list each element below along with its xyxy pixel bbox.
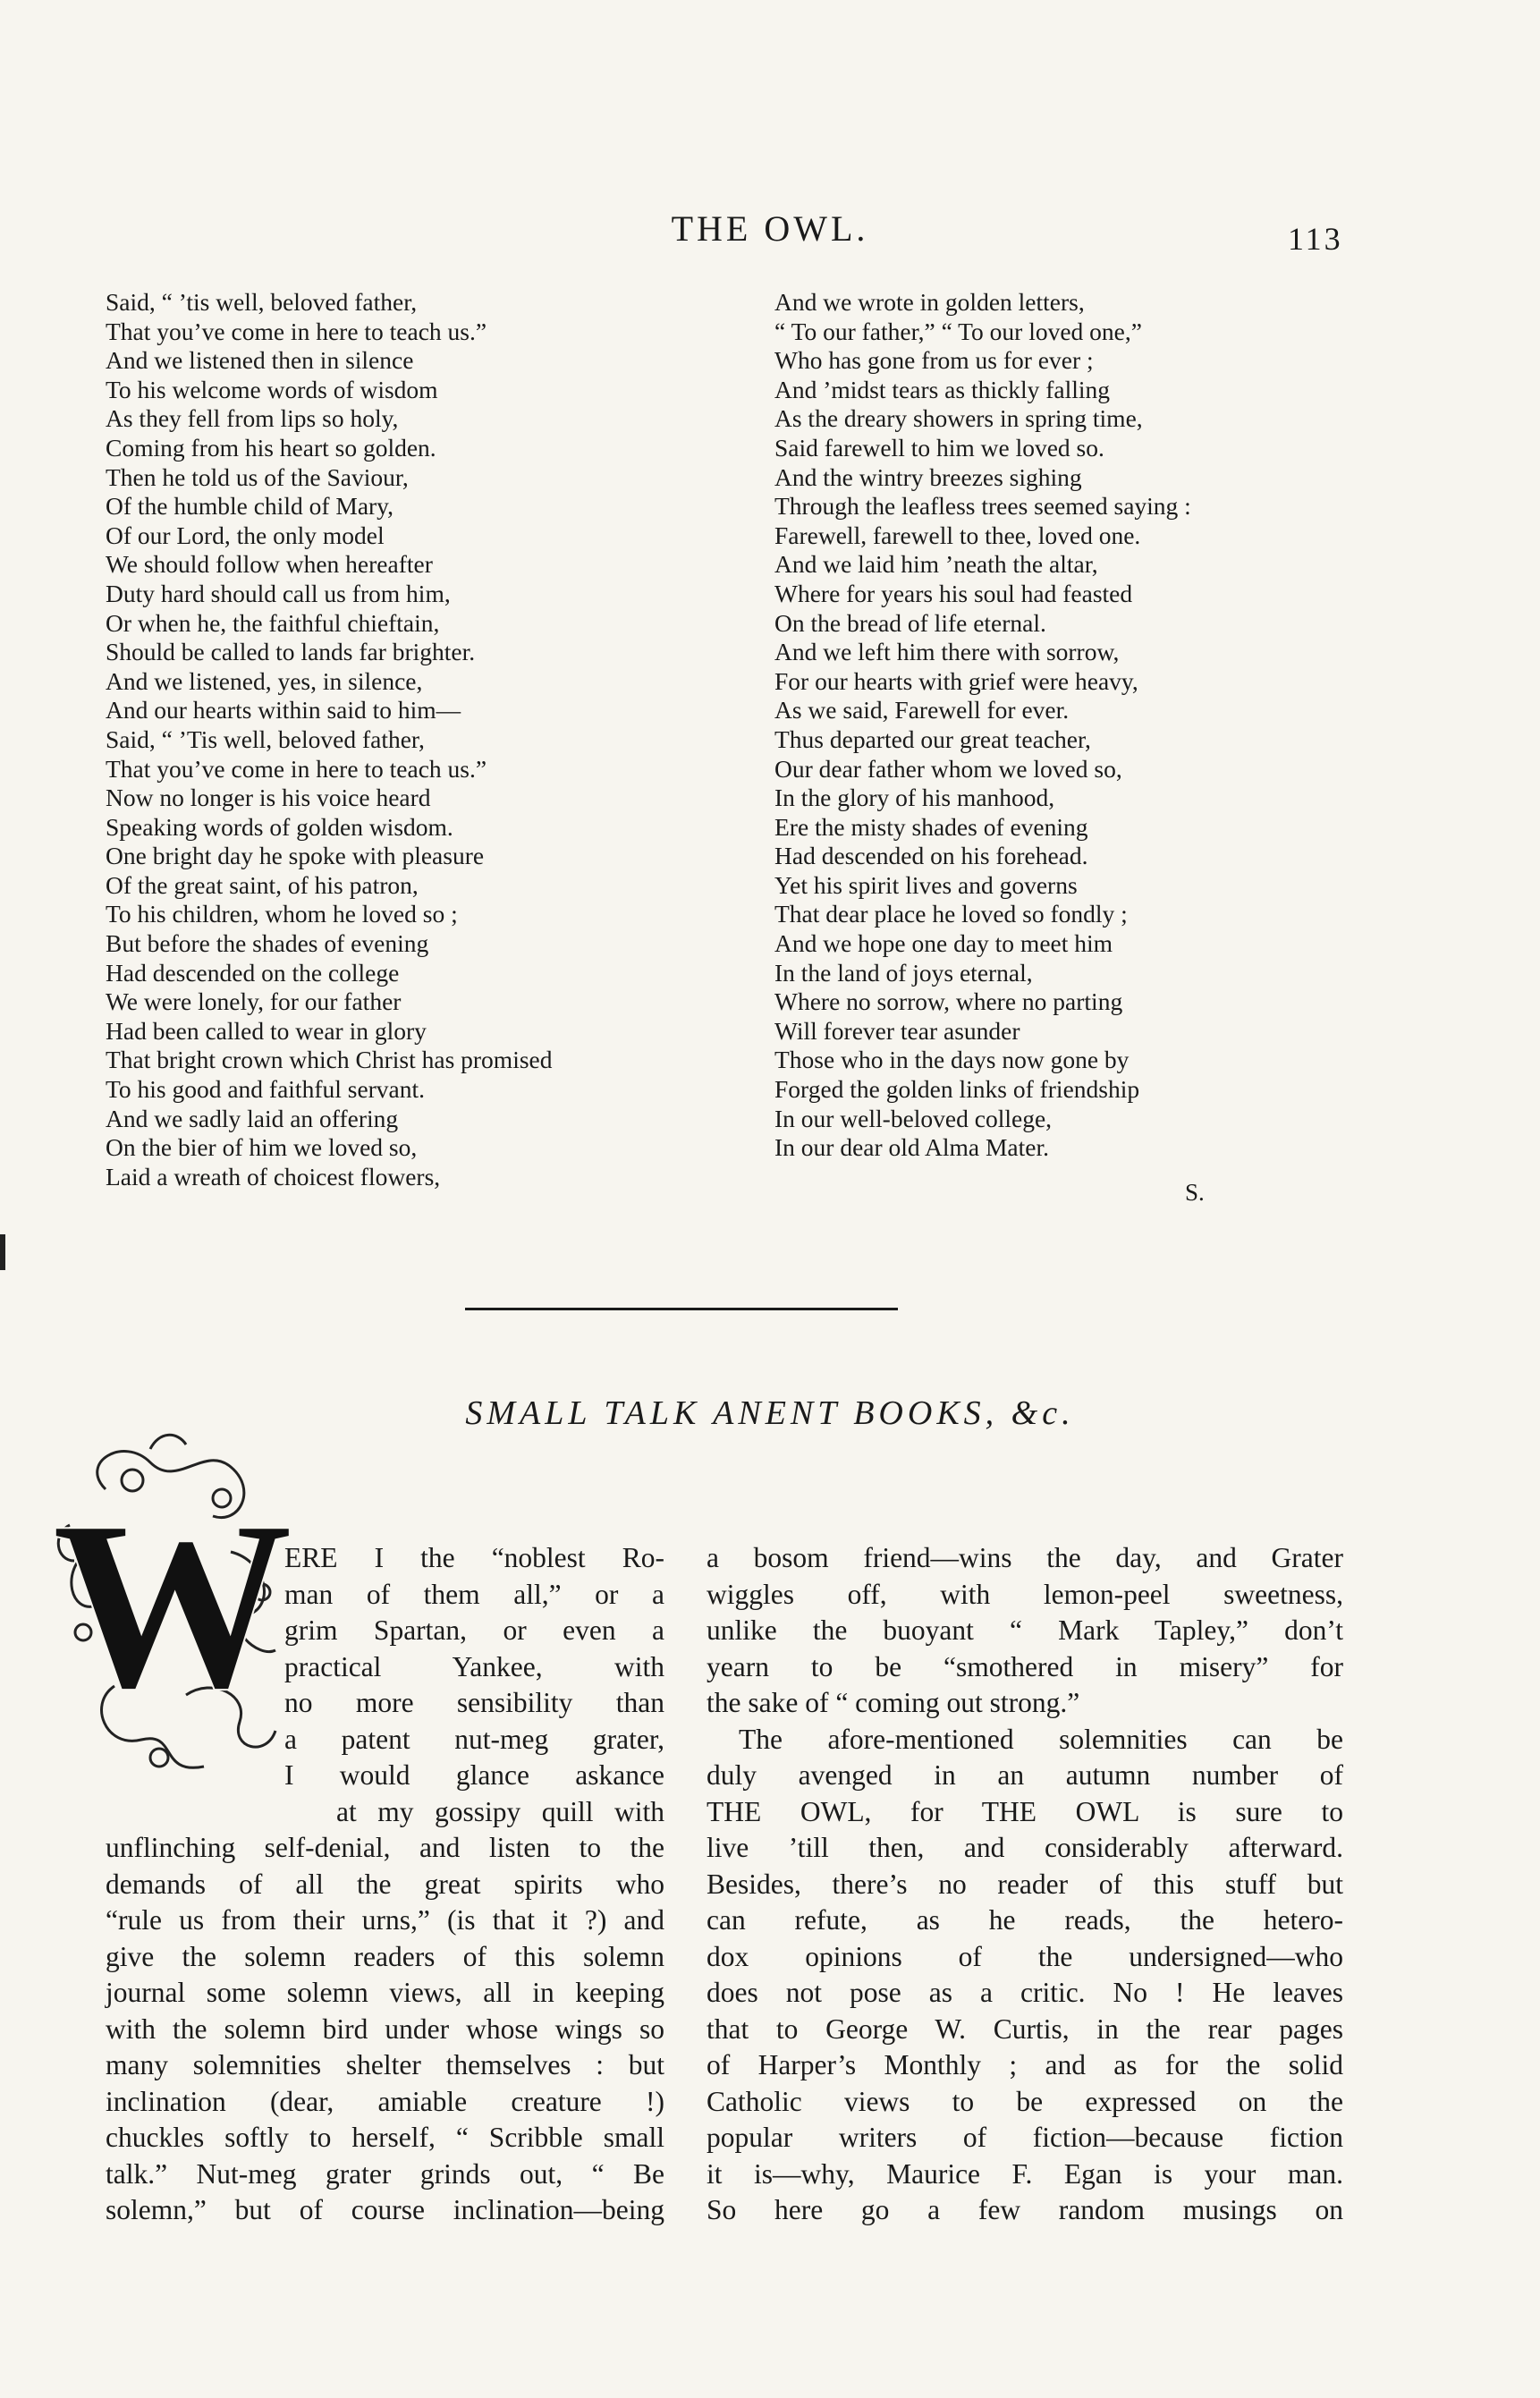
article-left-column	[106, 1540, 664, 2229]
poem-line: We should follow when hereafter	[106, 550, 433, 579]
prose-line: live ’till then, and considerably afterward.	[707, 1832, 1343, 1863]
scan-edge-mark	[0, 1234, 5, 1270]
poem-line: To his welcome words of wisdom	[106, 375, 438, 403]
running-title: THE OWL.	[671, 208, 869, 249]
poem-line: Laid a wreath of choicest flowers,	[106, 1162, 441, 1191]
prose-line: with the solemn bird under whose wings so	[106, 2012, 664, 2045]
poem-line: Where no sorrow, where no parting	[774, 987, 1123, 1016]
prose-line: solemn,” but of course inclination—being	[106, 2194, 664, 2225]
prose-line: I would glance askance	[284, 1759, 664, 1791]
poem-line: As they fell from lips so holy,	[106, 404, 399, 433]
poem-line: As we said, Farewell for ever.	[774, 696, 1070, 724]
poem-line: To his children, whom he loved so ;	[106, 900, 458, 928]
prose-line: that to George W. Curtis, in the rear pages	[707, 2012, 1343, 2045]
poem-line: That bright crown which Christ has promised	[106, 1046, 553, 1074]
poem-line: Our dear father whom we loved so,	[774, 754, 1122, 783]
poem-line: Had descended on his forehead.	[774, 842, 1088, 870]
poem-line: Will forever tear asunder	[774, 1016, 1020, 1045]
prose-line: man of them all,” or a	[284, 1578, 664, 1610]
poem-line: Yet his spirit lives and governs	[774, 870, 1078, 899]
poem-left-column	[106, 288, 687, 1191]
drop-cap-letter: W	[52, 1471, 293, 1739]
poem-line: And we hope one day to meet him	[774, 929, 1113, 958]
poem-line: That you’ve come in here to teach us.”	[106, 754, 487, 783]
prose-line: demands of all the great spirits who	[106, 1868, 664, 1900]
poem-line: Who has gone from us for ever ;	[774, 346, 1094, 375]
article-title: SMALL TALK ANENT BOOKS, &c.	[465, 1394, 1075, 1432]
poem-line: For our hearts with grief were heavy,	[774, 666, 1138, 695]
poem-line: That dear place he loved so fondly ;	[774, 900, 1128, 928]
prose-line: does not pose as a critic. No ! He leaves	[707, 1977, 1343, 2008]
prose-line: give the solemn readers of this solemn	[106, 1940, 664, 1972]
prose-line: THE OWL, for THE OWL is sure to	[707, 1795, 1343, 1827]
poem-line: Of our Lord, the only model	[106, 521, 385, 549]
poem-line: Through the leafless trees seemed saying :	[774, 492, 1191, 521]
prose-line: Catholic views to be expressed on the	[707, 2085, 1343, 2117]
prose-line: many solemnities shelter themselves : but	[106, 2049, 664, 2080]
prose-line: So here go a few random musings on	[707, 2194, 1343, 2225]
prose-line: Besides, there’s no reader of this stuff but	[707, 1868, 1343, 1900]
prose-line: can refute, as he reads, the hetero-	[707, 1904, 1343, 1936]
prose-line: dox opinions of the undersigned—who	[707, 1940, 1343, 1972]
poem-line: That you’ve come in here to teach us.”	[106, 317, 487, 345]
poem-line: Had been called to wear in glory	[106, 1016, 427, 1045]
prose-line: popular writers of fiction—because fiction	[707, 2122, 1343, 2153]
prose-line: a bosom friend—wins the day, and Grater	[707, 1542, 1343, 1573]
poem-signature: S.	[1185, 1179, 1205, 1206]
prose-line: yearn to be “smothered in misery” for	[707, 1650, 1343, 1682]
article-right-column	[707, 1540, 1343, 2229]
poem-line: Should be called to lands far brighter.	[106, 638, 476, 666]
poem-line: In the land of joys eternal,	[774, 958, 1033, 987]
poem-line: Coming from his heart so golden.	[106, 433, 436, 462]
poem-line: Then he told us of the Saviour,	[106, 462, 409, 491]
prose-line: The afore-mentioned solemnities can be	[739, 1723, 1343, 1755]
poem-line: In our dear old Alma Mater.	[774, 1133, 1049, 1162]
poem-line: And ’midst tears as thickly falling	[774, 375, 1110, 403]
poem-line: In our well-beloved college,	[774, 1104, 1053, 1132]
poem-line: And we listened, yes, in silence,	[106, 666, 423, 695]
poem-line: And we sadly laid an offering	[106, 1104, 399, 1132]
poem-line: And we left him there with sorrow,	[774, 638, 1120, 666]
poem-line: Or when he, the faithful chieftain,	[106, 608, 440, 637]
poem-line: One bright day he spoke with pleasure	[106, 842, 485, 870]
poem-line: Farewell, farewell to thee, loved one.	[774, 521, 1141, 549]
prose-line: a patent nut-meg grater,	[284, 1723, 664, 1755]
prose-line: practical Yankee, with	[284, 1650, 664, 1682]
poem-line: Said, “ ’Tis well, beloved father,	[106, 724, 425, 753]
poem-line: “ To our father,” “ To our loved one,”	[774, 317, 1142, 345]
poem-line: On the bier of him we loved so,	[106, 1133, 418, 1162]
poem-line: Now no longer is his voice heard	[106, 784, 431, 812]
prose-line: the sake of “ coming out strong.”	[707, 1687, 1080, 1718]
prose-line: unflinching self-denial, and listen to the	[106, 1832, 664, 1863]
poem-line: And we wrote in golden letters,	[774, 288, 1085, 316]
prose-line: wiggles off, with lemon-peel sweetness,	[707, 1578, 1343, 1610]
poem-line: Said, “ ’tis well, beloved father,	[106, 288, 418, 316]
prose-line: chuckles softly to herself, “ Scribble small	[106, 2122, 664, 2153]
poem-line: Thus departed our great teacher,	[774, 724, 1091, 753]
prose-line: of Harper’s Monthly ; and as for the solid	[707, 2049, 1343, 2080]
poem-line: Had descended on the college	[106, 958, 400, 987]
poem-line: But before the shades of evening	[106, 929, 429, 958]
prose-line: journal some solemn views, all in keeping	[106, 1977, 664, 2008]
poem-line: As the dreary showers in spring time,	[774, 404, 1143, 433]
poem-line: Of the great saint, of his patron,	[106, 870, 419, 899]
poem-line: Of the humble child of Mary,	[106, 492, 394, 521]
poem-line: And the wintry breezes sighing	[774, 462, 1082, 491]
prose-line: talk.” Nut-meg grater grinds out, “ Be	[106, 2157, 664, 2190]
poem-line: We were lonely, for our father	[106, 987, 402, 1016]
page-number: 113	[1288, 221, 1343, 257]
section-divider	[465, 1308, 898, 1310]
poem-line: Those who in the days now gone by	[774, 1046, 1130, 1074]
poem-right-column	[774, 288, 1329, 1163]
poem-line: And we laid him ’neath the altar,	[774, 550, 1098, 579]
poem-line: Said farewell to him we loved so.	[774, 433, 1104, 462]
poem-line: Speaking words of golden wisdom.	[106, 812, 453, 841]
prose-line: duly avenged in an autumn number of	[707, 1759, 1343, 1791]
prose-line: it is—why, Maurice F. Egan is your man.	[707, 2157, 1343, 2190]
poem-line: And our hearts within said to him—	[106, 696, 461, 724]
prose-line: grim Spartan, or even a	[284, 1614, 664, 1646]
prose-line: at my gossipy quill with	[336, 1795, 664, 1827]
poem-line: On the bread of life eternal.	[774, 608, 1046, 637]
prose-line: “rule us from their urns,” (is that it ?) and	[106, 1904, 664, 1936]
prose-line: unlike the buoyant “ Mark Tapley,” don’t	[707, 1614, 1343, 1646]
poem-line: Where for years his soul had feasted	[774, 579, 1133, 607]
poem-line: Forged the golden links of friendship	[774, 1075, 1140, 1104]
poem-line: In the glory of his manhood,	[774, 784, 1055, 812]
poem-line: Duty hard should call us from him,	[106, 579, 451, 607]
prose-line: no more sensibility than	[284, 1687, 664, 1718]
poem-line: And we listened then in silence	[106, 346, 414, 375]
prose-line: ERE I the “noblest Ro-	[284, 1542, 664, 1573]
prose-line: inclination (dear, amiable creature !)	[106, 2085, 664, 2117]
poem-line: Ere the misty shades of evening	[774, 812, 1088, 841]
poem-line: To his good and faithful servant.	[106, 1075, 426, 1104]
